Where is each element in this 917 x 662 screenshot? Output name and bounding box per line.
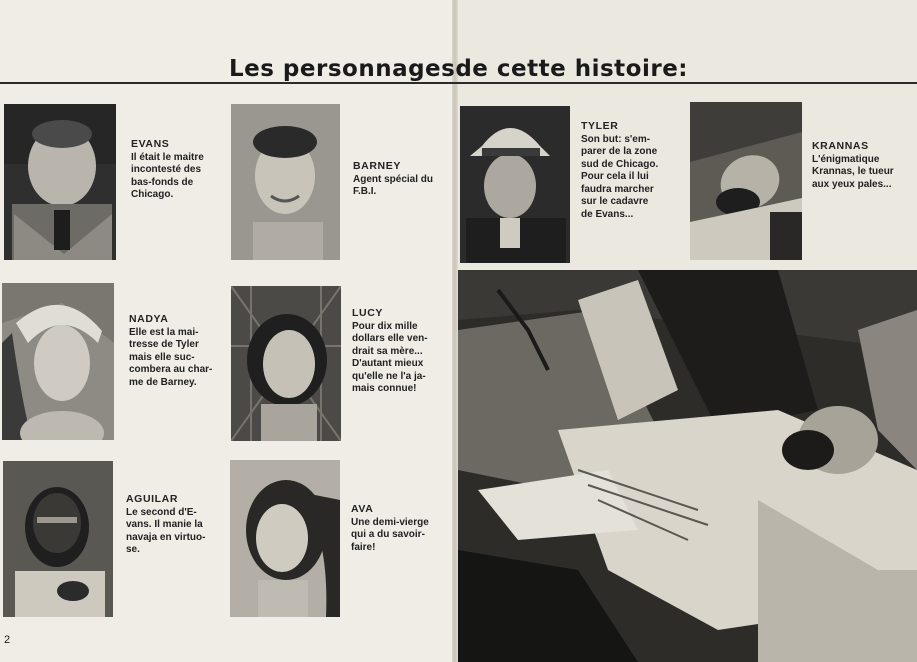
character-name: AGUILAR [126,493,179,505]
nadya-caption [129,313,224,389]
lucy-caption [352,307,447,396]
krannas-photo [690,102,802,260]
character-description: Elle est la mai- tresse de Tyler mais elle suc- combera au char- me de Barney. [129,326,213,388]
krannas-caption [812,140,912,191]
headline: Les personnagesde cette histoire: [228,56,689,82]
character-description: Une demi-vierge qui a du savoir- faire! [351,516,429,553]
character-name: EVANS [131,138,170,150]
character-description: Agent spécial du F.B.I. [353,173,434,197]
evans-photo [4,104,116,260]
character-description: Son but: s'em- parer de la zone sud de Chicago. Pour cela il lui faudra marcher sur le cadavre de Evans... [581,133,659,220]
ava-photo [230,460,340,617]
barney-caption [353,160,448,199]
character-description: Le second d'E- vans. Il manie la navaja en virtuo- se. [126,506,206,555]
character-name: BARNEY [353,160,401,172]
lucy-photo [231,286,341,441]
character-name: KRANNAS [812,140,869,152]
aguilar-photo [3,461,113,617]
page-number: 2 [4,634,11,646]
character-name: LUCY [352,307,383,319]
scene-photo [458,270,917,662]
character-name: TYLER [581,120,619,132]
headline-rule [0,82,917,84]
character-description: Il était le maitre incontesté des bas-fonds de Chicago. [131,151,204,200]
tyler-caption [581,120,676,221]
character-name: NADYA [129,313,169,325]
barney-photo [231,104,340,260]
character-name: AVA [351,503,374,515]
aguilar-caption [126,493,221,557]
nadya-photo [2,283,114,440]
tyler-photo [460,106,570,263]
evans-caption [131,138,223,202]
ava-caption [351,503,446,554]
character-description: L'énigmatique Krannas, le tueur aux yeux pales... [812,153,894,190]
character-description: Pour dix mille dollars elle ven- drait sa mère... D'autant mieux qu'elle ne l'a ja- mais connue! [352,320,428,394]
